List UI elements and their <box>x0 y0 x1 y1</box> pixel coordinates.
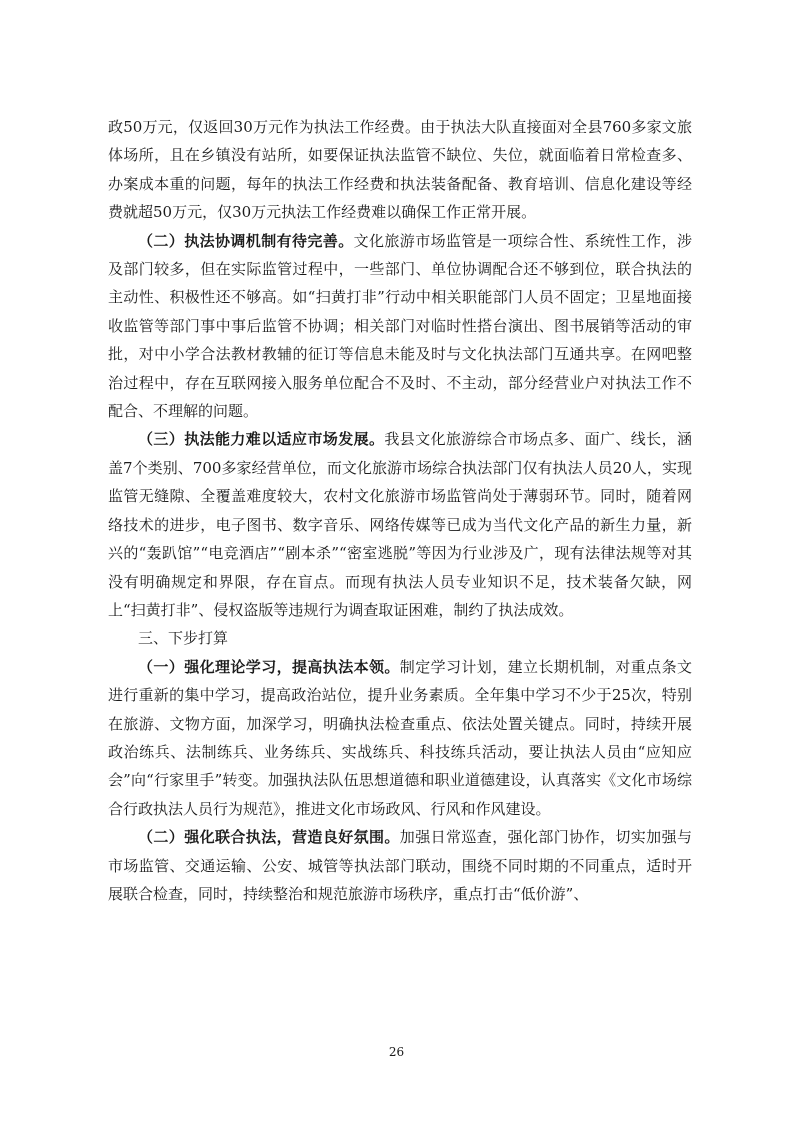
paragraph-text: 政50万元，仅返回30万元作为执法工作经费。由于执法大队直接面对全县760多家文旅体场所，且在乡镇没有站所，如要保证执法监管不缺位、失位，就面临着日常检查多、办案成本重的问题，每年的执法工作经费和执法装备配备、教育培训、信息化建设等经费就超50万元，仅30万元执法工作经费难以确保工作正常开展。 <box>108 118 692 222</box>
paragraph-text: 我县文化旅游综合市场点多、面广、线长，涵盖7个类别、700多家经营单位，而文化旅游市场综合执法部门仅有执法人员20人，实现监管无缝隙、全覆盖难度较大，农村文化旅游市场监管尚处于薄弱环节。同时，随着网络技术的进步，电子图书、数字音乐、网络传媒等已成为当代文化产品的新生力量，新兴的“轰趴馆”“电竞酒店”“剧本杀”“密室逃脱”等因为行业涉及广，现有法律法规等对其没有明确规定和界限，存在盲点。而现有执法人员专业知识不足，技术装备欠缺，网上“扫黄打非”、侵权盗版等违规行为调查取证困难，制约了执法成效。 <box>108 430 692 619</box>
paragraph-text: 加强日常巡查，强化部门协作，切实加强与市场监管、交通运输、公安、城管等执法部门联动，围绕不同时期的不同重点，适时开展联合检查，同时，持续整治和规范旅游市场秩序，重点打击“低价游”、 <box>108 828 692 903</box>
paragraph-coordination-mechanism <box>108 227 692 426</box>
paragraph-joint-enforcement <box>108 823 692 908</box>
paragraph-enforcement-capacity <box>108 425 692 624</box>
paragraph-text: 文化旅游市场监管是一项综合性、系统性工作，涉及部门较多，但在实际监管过程中，一些部门、单位协调配合还不够到位，联合执法的主动性、积极性还不够高。如“扫黄打非”行动中相关职能部门人员不固定；卫星地面接收监管等部门事中事后监管不协调；相关部门对临时性搭台演出、图书展销等活动的审批，对中小学合法教材教辅的征订等信息未能及时与文化执法部门互通共享。在网吧整治过程中，存在互联网接入服务单位配合不及时、不主动，部分经营业户对执法工作不配合、不理解的问题。 <box>108 231 692 421</box>
paragraph-lead-heading: （二）执法协调机制有待完善。 <box>138 231 354 250</box>
section-heading-next-steps: 三、下步打算 <box>138 629 229 648</box>
page-number: 26 <box>388 1045 405 1059</box>
paragraph-lead-heading: （三）执法能力难以适应市场发展。 <box>138 430 385 449</box>
paragraph-theory-study <box>108 653 692 823</box>
paragraph-lead-heading: （一）强化理论学习，提高执法本领。 <box>138 657 400 676</box>
paragraph-funding-continued <box>108 113 692 227</box>
paragraph-text: 制定学习计划，建立长期机制，对重点条文进行重新的集中学习，提高政治站位，提升业务素质。全年集中学习不少于25次，特别在旅游、文物方面，加深学习，明确执法检查重点、依法处置关键点。同时，持续开展政治练兵、法制练兵、业务练兵、实战练兵、科技练兵活动，要让执法人员由“应知应会”向“行家里手”转变。加强执法队伍思想道德和职业道德建设，认真落实《文化市场综合行政执法人员行为规范》，推进文化市场政风、行风和作风建设。 <box>108 657 692 818</box>
document-body <box>108 113 692 908</box>
paragraph-lead-heading: （二）强化联合执法，营造良好氛围。 <box>138 828 400 847</box>
